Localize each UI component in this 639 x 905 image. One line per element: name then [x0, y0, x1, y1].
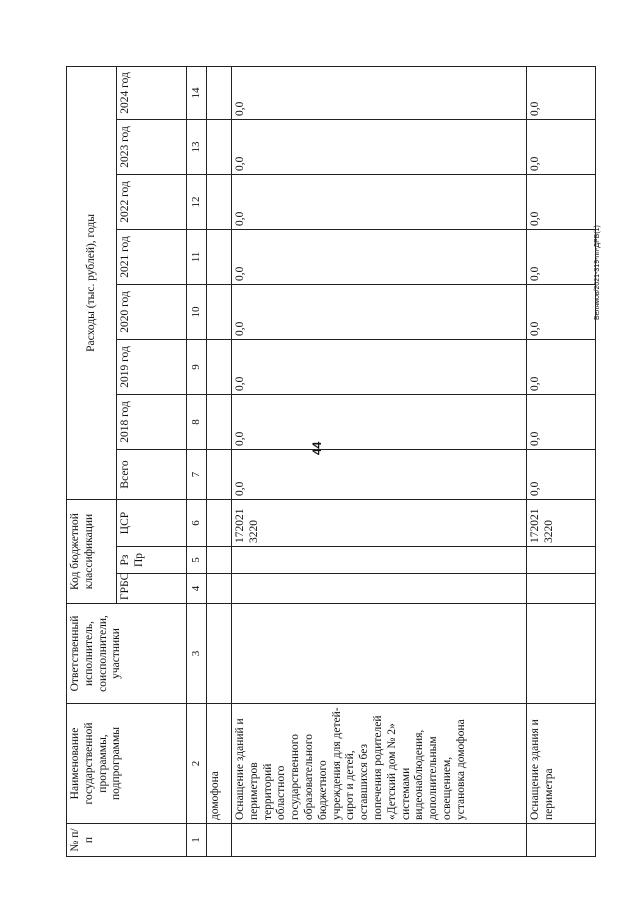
page-number: 44	[310, 441, 324, 455]
row-value: 0,0	[527, 284, 596, 339]
row-value: 0,0	[232, 229, 527, 284]
col-number: 4	[187, 574, 207, 604]
col-number: 5	[187, 547, 207, 574]
row-value: 0,0	[527, 339, 596, 394]
row-value: 0,0	[527, 394, 596, 449]
header-responsible: Ответственный исполнитель, соисполнители, участники	[67, 604, 187, 704]
header-year: 2022 год	[117, 174, 187, 229]
budget-table-rotated	[66, 67, 596, 857]
header-year: 2018 год	[117, 394, 187, 449]
col-number: 1	[187, 824, 207, 857]
col-number: 9	[187, 339, 207, 394]
row-program-name: Оснащение здания и периметра	[527, 704, 596, 824]
header-year: 2024 год	[117, 66, 187, 119]
row-csr: 172021 3220	[527, 499, 596, 546]
header-budget-code: Код бюджетной классификации	[67, 499, 117, 603]
row-value: 0,0	[527, 66, 596, 119]
budget-table	[66, 66, 596, 857]
col-number: 8	[187, 394, 207, 449]
header-grbs: ГРБС	[117, 574, 187, 604]
row-value: 0,0	[232, 119, 527, 174]
row-value: 0,0	[232, 284, 527, 339]
row-csr: 172021 3220	[232, 499, 527, 546]
row-value: 0,0	[232, 339, 527, 394]
header-year: 2021 год	[117, 229, 187, 284]
row-value: 0,0	[232, 174, 527, 229]
header-program-name: Наименование государственной программы, подпрограммы	[67, 704, 187, 824]
header-total: Всего	[117, 449, 187, 499]
header-year: 2019 год	[117, 339, 187, 394]
col-number: 10	[187, 284, 207, 339]
col-number: 12	[187, 174, 207, 229]
row-value: 0,0	[527, 449, 596, 499]
continuation-text: домофона	[207, 704, 232, 824]
col-number: 11	[187, 229, 207, 284]
col-number: 14	[187, 66, 207, 119]
row-value: 0,0	[527, 174, 596, 229]
col-number: 6	[187, 499, 207, 546]
col-number: 13	[187, 119, 207, 174]
header-year: 2020 год	[117, 284, 187, 339]
col-number: 7	[187, 449, 207, 499]
header-rz-pr: Рз Пр	[117, 547, 187, 574]
row-value: 0,0	[232, 449, 527, 499]
col-number: 3	[187, 604, 207, 704]
col-number: 2	[187, 704, 207, 824]
row-value: 0,0	[232, 66, 527, 119]
header-expenses: Расходы (тыс. рублей), годы	[67, 66, 117, 499]
row-value: 0,0	[527, 229, 596, 284]
header-year: 2023 год	[117, 119, 187, 174]
row-program-name: Оснащение зданий и периметров территорий областного государственного образовательного бюджетного учреждения для детей-сирот и детей, оставшихся без попечения родителей «Детский дом № 2» системами видеонаблюдения, дополнительным освещением, установка домофона	[232, 704, 527, 824]
row-value: 0,0	[232, 394, 527, 449]
header-number: № п/п	[67, 824, 187, 857]
header-csr: ЦСР	[117, 499, 187, 546]
document-footer: Белямов/2021-319-пп-ДРБ(1)	[594, 225, 601, 320]
row-value: 0,0	[527, 119, 596, 174]
